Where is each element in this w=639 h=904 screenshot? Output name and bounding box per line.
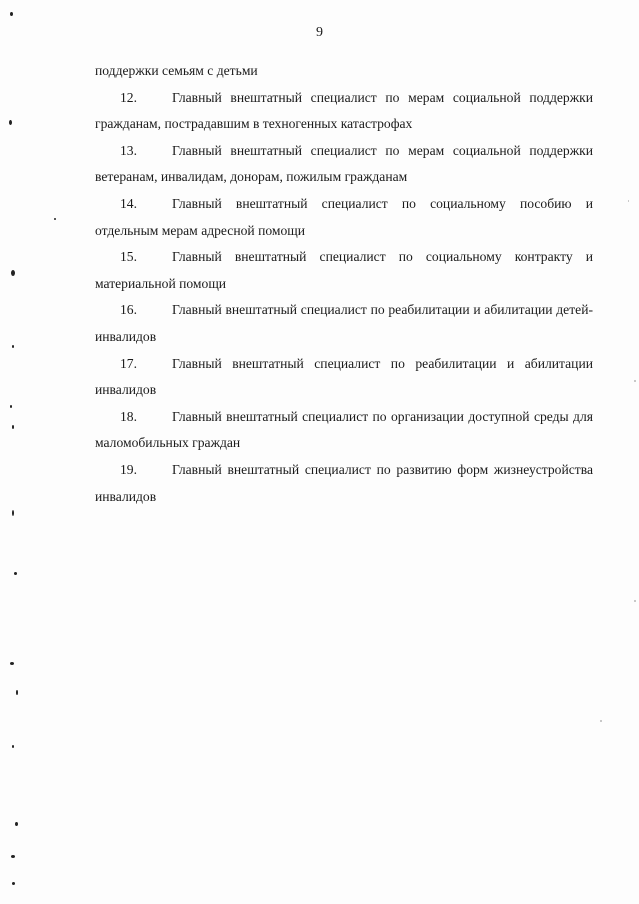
scan-speck	[12, 510, 14, 516]
scan-speck	[628, 200, 629, 202]
scan-speck	[9, 120, 12, 125]
list-item-text: Главный внештатный специалист по социальному контракту и материальной помощи	[95, 249, 593, 291]
list-item-number: 18.	[120, 408, 137, 424]
page-number: 9	[316, 25, 323, 40]
scan-speck	[12, 345, 14, 348]
list-item-number: 16.	[120, 302, 137, 318]
list-item-number: 19.	[120, 461, 137, 477]
scan-speck	[14, 572, 17, 575]
list-item-number: 15.	[120, 249, 137, 265]
list-item	[95, 138, 593, 191]
list-item-text: Главный внештатный специалист по социальному пособию и отдельным мерам адресной помощи	[95, 195, 593, 238]
list-item	[95, 191, 593, 244]
scan-speck	[12, 882, 15, 885]
list-item	[95, 244, 593, 297]
scan-speck	[11, 270, 15, 276]
document-body	[95, 58, 593, 510]
list-item-text: Главный внештатный специалист по развитию форм жизнеустройства инвалидов	[95, 461, 593, 504]
list-item-text: Главный внештатный специалист по реабилитации и абилитации детей-инвалидов	[95, 302, 593, 344]
scan-speck	[12, 745, 14, 748]
list-item	[95, 457, 593, 510]
list-item-text: Главный внештатный специалист по мерам социальной поддержки ветеранам, инвалидам, донорам, пожилым гражданам	[95, 142, 593, 185]
list-item-number: 14.	[120, 195, 137, 211]
list-item-number: 12.	[120, 89, 137, 105]
list-item-text: Главный внештатный специалист по реабилитации и абилитации инвалидов	[95, 355, 593, 398]
scan-speck	[16, 690, 18, 695]
scan-speck	[11, 855, 15, 858]
scan-speck	[10, 12, 13, 16]
list-item	[95, 351, 593, 404]
scan-speck	[10, 662, 14, 665]
list-item-text: Главный внештатный специалист по организации доступной среды для маломобильных граждан	[95, 408, 593, 451]
list-item-number: 17.	[120, 355, 137, 371]
scan-speck	[10, 405, 12, 408]
continuation-line: поддержки семьям с детьми	[95, 63, 258, 78]
scan-speck	[15, 822, 18, 826]
scan-speck	[600, 720, 602, 722]
scan-speck	[12, 425, 14, 429]
list-item-number: 13.	[120, 142, 137, 158]
list-item	[95, 85, 593, 138]
scan-speck	[634, 600, 636, 602]
list-item	[95, 297, 593, 350]
list-item	[95, 404, 593, 457]
scan-speck	[634, 380, 636, 382]
scan-speck	[54, 218, 56, 220]
list-item-text: Главный внештатный специалист по мерам социальной поддержки гражданам, пострадавшим в техногенных катастрофах	[95, 89, 593, 132]
